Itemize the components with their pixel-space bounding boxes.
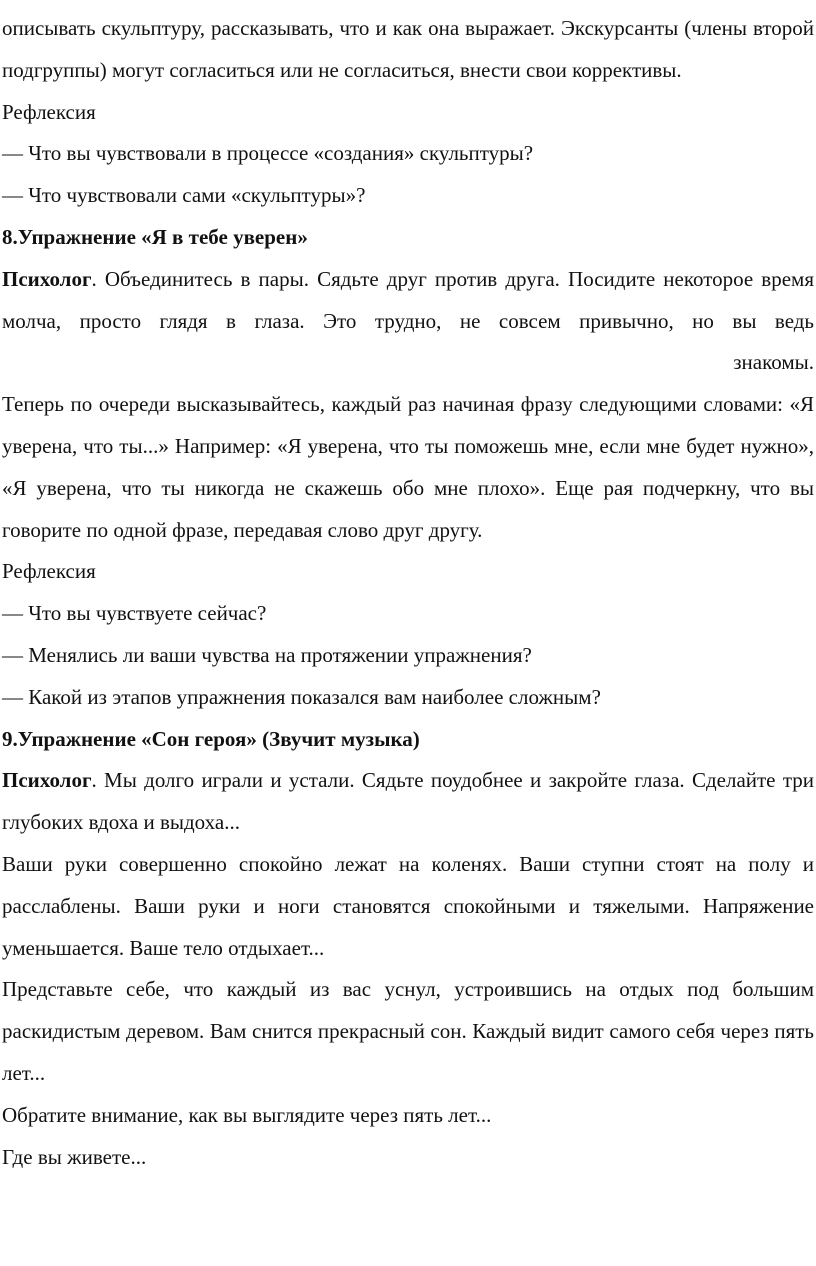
paragraph-hands-feet: Ваши руки совершенно спокойно лежат на коленях. Ваши ступни стоят на полу и расслаблены. Ваши руки и ноги становятся спокойными и тяжелыми. Напряжение уменьшается. Ваше тело отдыхает...	[2, 851, 814, 960]
reflection-question: — Менялись ли ваши чувства на протяжении упражнения?	[2, 642, 532, 667]
exercise-heading-9: 9.Упражнение «Сон героя» (Звучит музыка)	[2, 726, 420, 751]
paragraph-psychologist-relax	[2, 760, 814, 844]
paragraph-continuation: знакомы.	[733, 350, 814, 375]
reflection-question: — Что вы чувствовали в процессе «создания» скульптуры?	[2, 141, 534, 166]
paragraph-appearance: Обратите внимание, как вы выглядите через пять лет...	[2, 1102, 492, 1127]
paragraph-psychologist-pairs	[2, 259, 814, 343]
reflection-label: Рефлексия	[2, 99, 96, 124]
reflection-question: — Какой из этапов упражнения показался вам наиболее сложным?	[2, 684, 601, 709]
paragraph-instructions: Теперь по очереди высказывайтесь, каждый раз начиная фразу следующими словами: «Я уверена, что ты...» Например: «Я уверена, что ты поможешь мне, если мне будет нужно», «Я уверена, что ты никогда не скажешь обо мне плохо». Еще рая подчеркну, что вы говорите по одной фразе, передавая слово друг другу.	[2, 392, 814, 542]
paragraph-sculpture-description: описывать скульптуру, рассказывать, что и как она выражает. Экскурсанты (члены второй подгруппы) могут согласиться или не согласиться, внести свои коррективы.	[2, 16, 814, 82]
reflection-label: Рефлексия	[2, 559, 96, 584]
exercise-heading-8: 8.Упражнение «Я в тебе уверен»	[2, 224, 308, 249]
reflection-question: — Что чувствовали сами «скульптуры»?	[2, 183, 366, 208]
speaker-label: Психолог	[2, 266, 92, 291]
speaker-label: Психолог	[2, 768, 92, 793]
speech-text: . Мы долго играли и устали. Сядьте поудобнее и закройте глаза. Сделайте три глубоких вдоха и выдоха...	[2, 768, 814, 835]
reflection-question: — Что вы чувствуете сейчас?	[2, 601, 267, 626]
paragraph-where-live: Где вы живете...	[2, 1144, 147, 1169]
speech-text: . Объединитесь в пары. Сядьте друг против друга. Посидите некоторое время молча, просто глядя в глаза. Это трудно, не совсем привычно, но вы ведь	[2, 266, 814, 333]
paragraph-dream: Представьте себе, что каждый из вас уснул, устроившись на отдых под большим раскидистым деревом. Вам снится прекрасный сон. Каждый видит самого себя через пять лет...	[2, 977, 814, 1085]
